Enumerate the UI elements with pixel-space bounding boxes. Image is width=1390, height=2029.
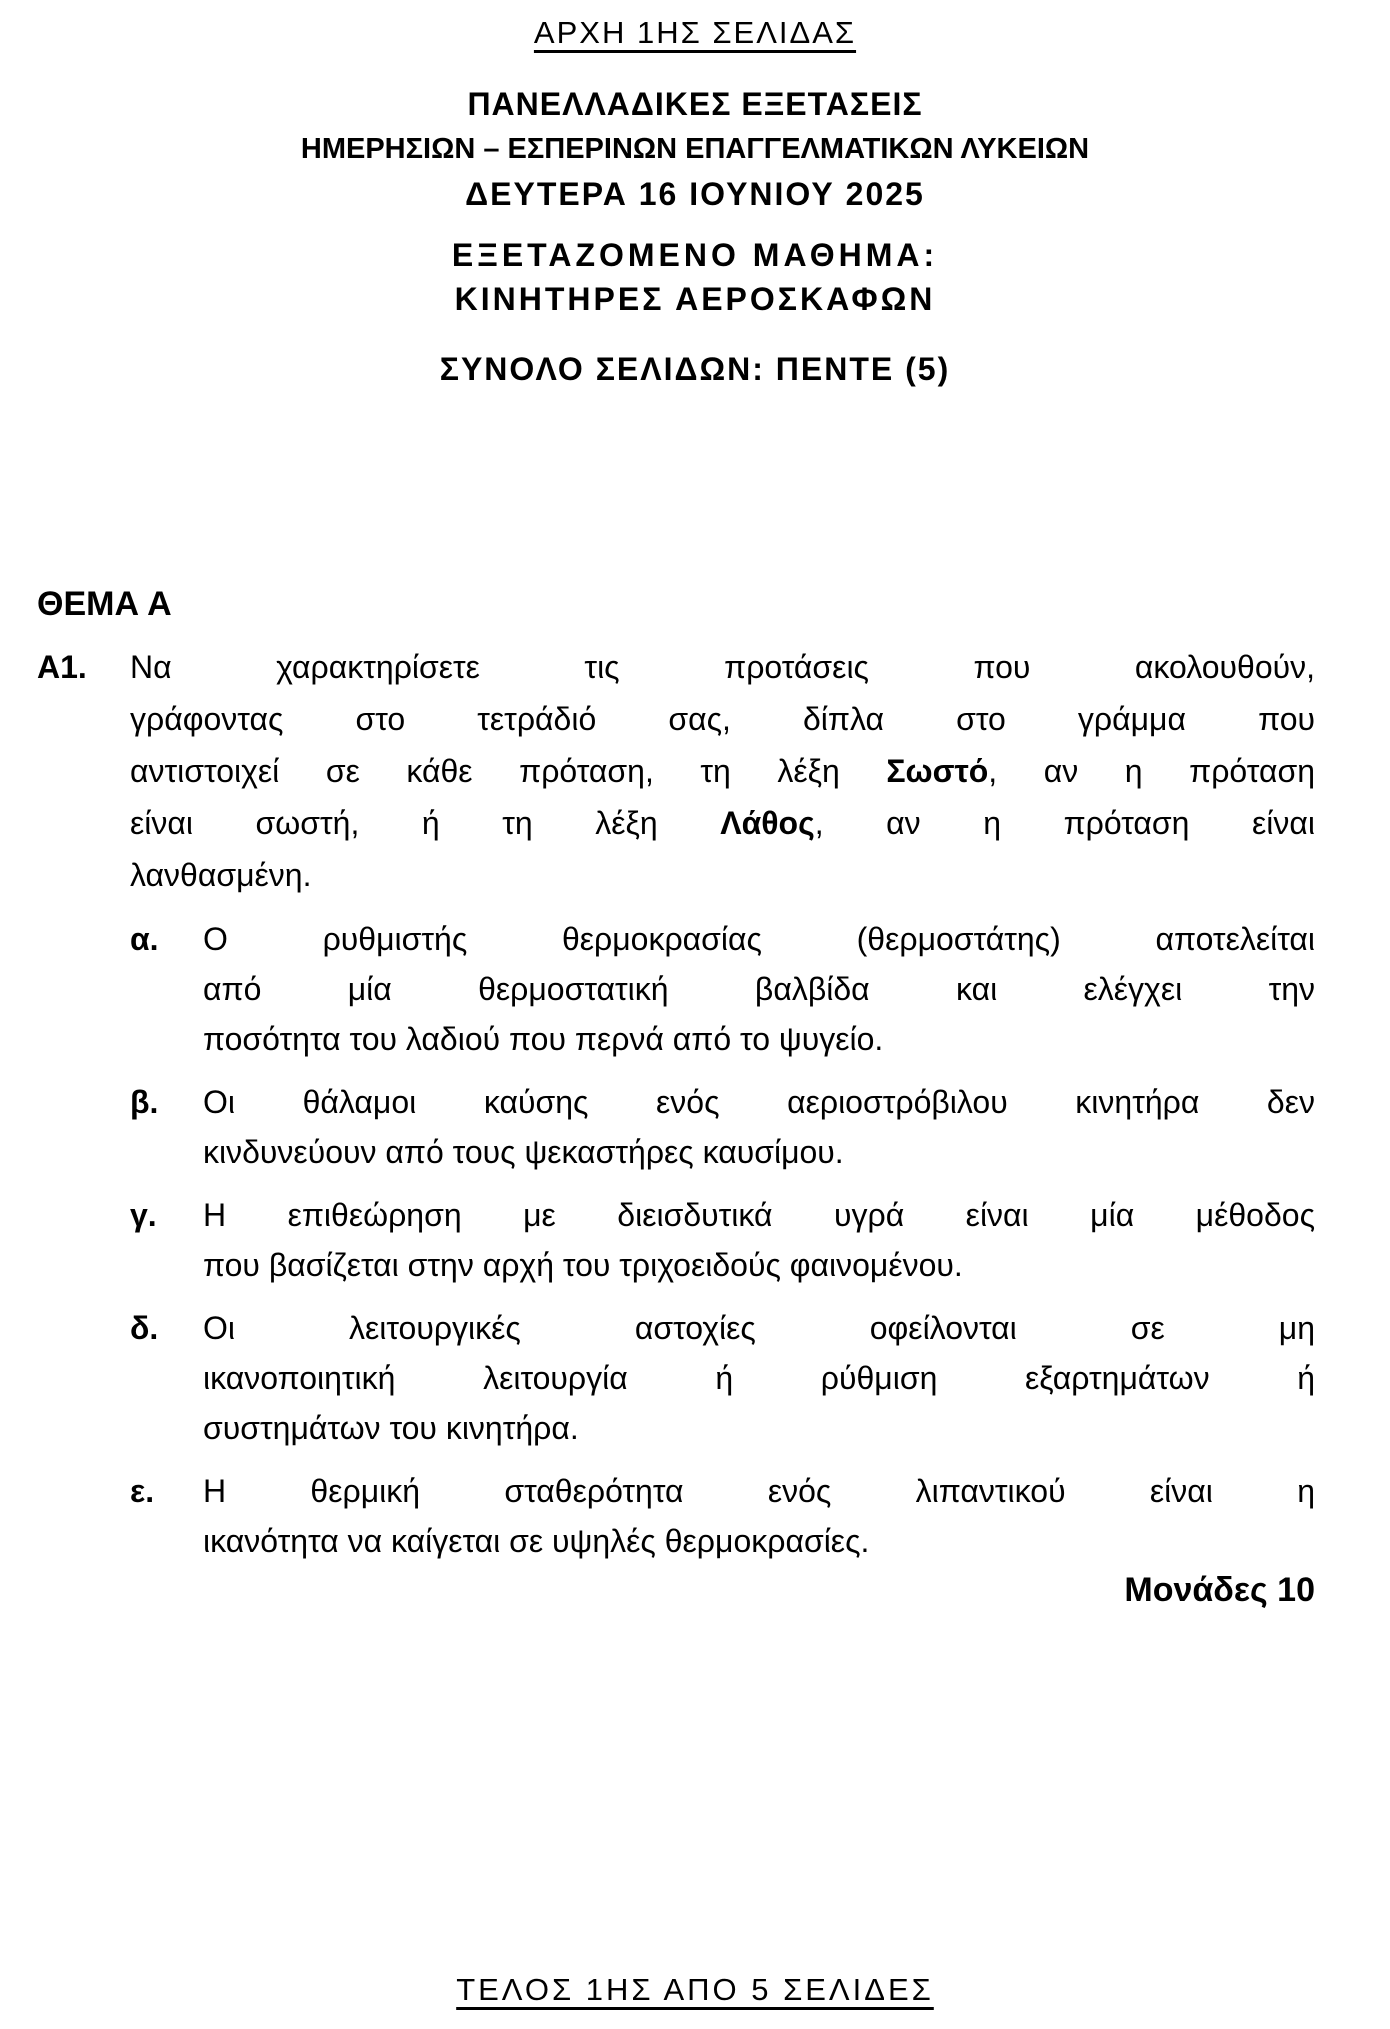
statement-row bbox=[37, 1466, 1315, 1566]
subject-label: ΕΞΕΤΑΖΟΜΕΝΟ ΜΑΘΗΜΑ: bbox=[451, 237, 939, 273]
statement-text: Οι θάλαμοι καύσης ενός αεριοστρόβιλου κινητήρα δεν κινδυνεύουν από τους ψεκαστήρες καυσίμου. bbox=[203, 1084, 1315, 1170]
page-start-marker: ΑΡΧΗ 1ΗΣ ΣΕΛΙΔΑΣ bbox=[533, 15, 857, 50]
exam-date: ΔΕΥΤΕΡΑ 16 ΙΟΥΝΙΟΥ 2025 bbox=[465, 176, 925, 212]
subject-block bbox=[0, 233, 1390, 321]
statement-text: Η θερμική σταθερότητα ενός λιπαντικού είναι η ικανότητα να καίγεται σε υψηλές θερμοκρασίες. bbox=[203, 1473, 1315, 1559]
statement-text: Η επιθεώρηση με διεισδυτικά υγρά είναι μία μέθοδος που βασίζεται στην αρχή του τριχοειδούς φαινομένου. bbox=[203, 1197, 1315, 1283]
total-pages-line: ΣΥΝΟΛΟ ΣΕΛΙΔΩΝ: ΠΕΝΤΕ (5) bbox=[439, 351, 951, 387]
statement-text: Οι λειτουργικές αστοχίες οφείλονται σε μη ικανοποιητική λειτουργία ή ρύθμιση εξαρτημάτων ή συστημάτων του κινητήρα. bbox=[203, 1310, 1315, 1446]
theme-a-title: ΘΕΜΑ Α bbox=[37, 585, 172, 623]
page-end-marker: ΤΕΛΟΣ 1ΗΣ ΑΠΟ 5 ΣΕΛΙΔΕΣ bbox=[456, 1972, 934, 2007]
exam-title-block bbox=[0, 82, 1390, 217]
page-header bbox=[0, 0, 1390, 391]
statement-row bbox=[37, 1077, 1315, 1177]
statement-label: α. bbox=[130, 921, 159, 957]
statement-label: ε. bbox=[130, 1473, 155, 1509]
statement-label: β. bbox=[130, 1084, 159, 1120]
question-a1-label: Α1. bbox=[37, 649, 87, 685]
question-a1 bbox=[37, 641, 1315, 901]
statement-label: δ. bbox=[130, 1310, 159, 1346]
page-content bbox=[37, 583, 1315, 1612]
statement-label: γ. bbox=[130, 1197, 157, 1233]
exam-title: ΠΑΝΕΛΛΑΔΙΚΕΣ ΕΞΕΤΑΣΕΙΣ bbox=[467, 86, 923, 122]
question-a1-text: Να χαρακτηρίσετε τις προτάσεις που ακολουθούν, γράφοντας στο τετράδιό σας, δίπλα στο γράμμα που αντιστοιχεί σε κάθε πρόταση, τη λέξη Σωστό, αν η πρόταση είναι σωστή, ή τη λέξη Λάθος, αν η πρόταση είναι λανθασμένη. bbox=[130, 649, 1316, 893]
school-type-line: ΗΜΕΡΗΣΙΩΝ – ΕΣΠΕΡΙΝΩΝ ΕΠΑΓΓΕΛΜΑΤΙΚΩΝ ΛΥΚΕΙΩΝ bbox=[300, 133, 1090, 165]
subject-name: ΚΙΝΗΤΗΡΕΣ ΑΕΡΟΣΚΑΦΩΝ bbox=[454, 281, 936, 317]
statement-text: Ο ρυθμιστής θερμοκρασίας (θερμοστάτης) αποτελείται από μία θερμοστατική βαλβίδα και ελέγχει την ποσότητα του λαδιού που περνά από το ψυγείο. bbox=[203, 921, 1315, 1057]
points-badge: Μονάδες 10 bbox=[1124, 1571, 1315, 1609]
statement-row bbox=[37, 1190, 1315, 1290]
statement-row bbox=[37, 1303, 1315, 1453]
statement-row bbox=[37, 914, 1315, 1064]
